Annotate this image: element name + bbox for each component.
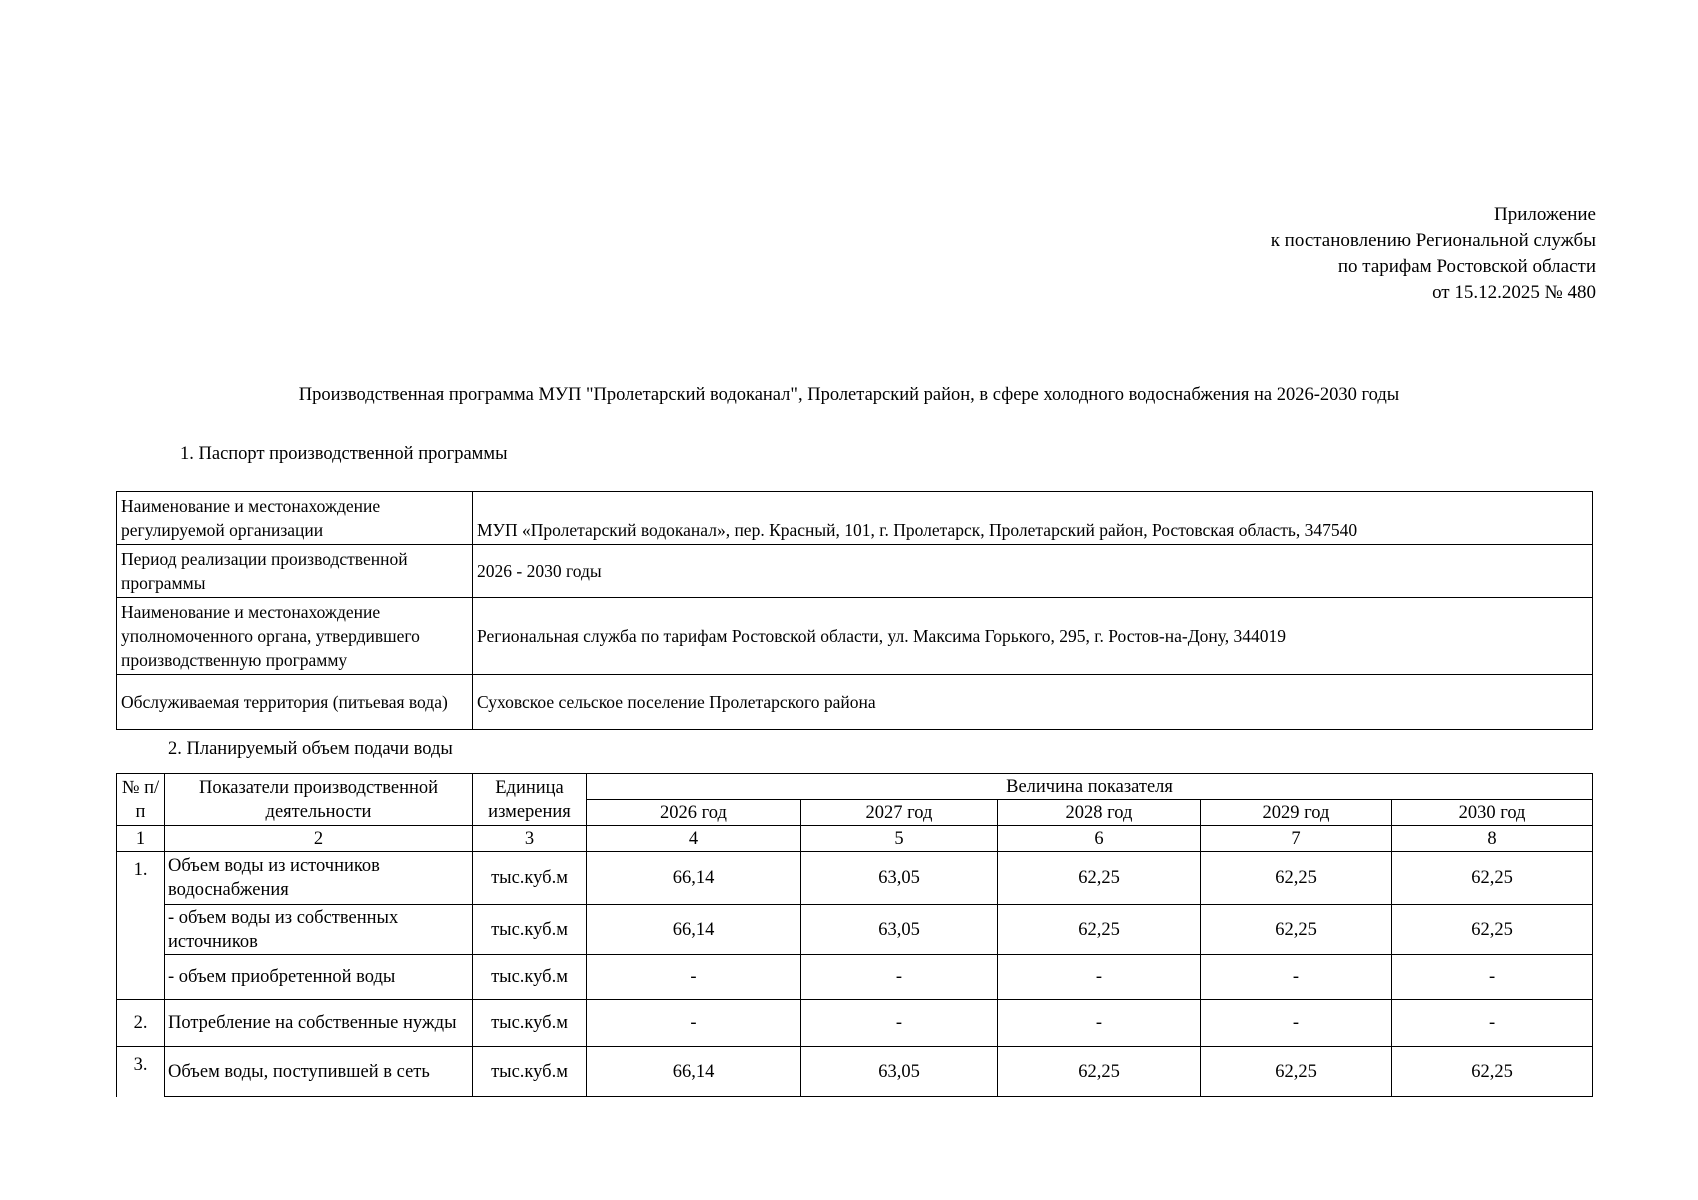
row-value: 66,14 <box>587 1047 801 1097</box>
row-value: 62,25 <box>998 852 1201 905</box>
row-value: 62,25 <box>1201 1047 1392 1097</box>
row-value: 62,25 <box>1201 852 1392 905</box>
header-year: 2030 год <box>1392 800 1593 826</box>
row-num: 3. <box>117 1047 165 1097</box>
column-number: 6 <box>998 826 1201 852</box>
table-row <box>117 905 1593 955</box>
table-row <box>117 852 1593 905</box>
passport-table <box>116 491 1593 730</box>
appendix-line-4: от 15.12.2025 № 480 <box>1432 282 1596 303</box>
header-indicator: Показатели производственной деятельности <box>165 774 473 826</box>
header-year: 2026 год <box>587 800 801 826</box>
passport-value: 2026 - 2030 годы <box>473 545 1593 598</box>
row-value: 62,25 <box>1201 905 1392 955</box>
header-year: 2027 год <box>801 800 998 826</box>
appendix-line-2: к постановлению Региональной службы <box>1270 230 1596 251</box>
row-value: 62,25 <box>998 905 1201 955</box>
row-unit: тыс.куб.м <box>473 852 587 905</box>
row-value: - <box>998 955 1201 1000</box>
row-value: 66,14 <box>587 905 801 955</box>
section-2-title: 2. Планируемый объем подачи воды <box>168 739 453 759</box>
row-value: 62,25 <box>1392 905 1593 955</box>
row-value: - <box>587 955 801 1000</box>
row-value: 63,05 <box>801 852 998 905</box>
passport-label: Период реализации производственной программы <box>117 545 473 598</box>
row-value: - <box>1392 955 1593 1000</box>
row-indicator: - объем воды из собственных источников <box>165 905 473 955</box>
table-row <box>117 675 1593 730</box>
column-number: 3 <box>473 826 587 852</box>
row-value: 63,05 <box>801 1047 998 1097</box>
column-number: 7 <box>1201 826 1392 852</box>
table-row <box>117 955 1593 1000</box>
column-number: 1 <box>117 826 165 852</box>
column-number: 2 <box>165 826 473 852</box>
header-value-group: Величина показателя <box>587 774 1593 800</box>
header-year: 2028 год <box>998 800 1201 826</box>
column-number: 4 <box>587 826 801 852</box>
passport-value: Региональная служба по тарифам Ростовской области, ул. Максима Горького, 295, г. Ростов-на-Дону, 344019 <box>473 598 1593 675</box>
passport-label: Наименование и местонахождение регулируемой организации <box>117 492 473 545</box>
row-value: - <box>1392 1000 1593 1047</box>
passport-label: Наименование и местонахождение уполномоченного органа, утвердившего производственную программу <box>117 598 473 675</box>
row-value: 62,25 <box>1392 1047 1593 1097</box>
row-unit: тыс.куб.м <box>473 1000 587 1047</box>
appendix-header <box>1271 202 1596 306</box>
header-num: № п/п <box>117 774 165 826</box>
passport-value: МУП «Пролетарский водоканал», пер. Красный, 101, г. Пролетарск, Пролетарский район, Ростовская область, 347540 <box>473 492 1593 545</box>
appendix-line-3: по тарифам Ростовской области <box>1337 256 1596 277</box>
table-row <box>117 545 1593 598</box>
table-row <box>117 492 1593 545</box>
column-number: 8 <box>1392 826 1593 852</box>
header-row <box>117 774 1593 800</box>
row-value: 62,25 <box>998 1047 1201 1097</box>
table-row <box>117 598 1593 675</box>
row-indicator: Потребление на собственные нужды <box>165 1000 473 1047</box>
column-number-row <box>117 826 1593 852</box>
row-value: 63,05 <box>801 905 998 955</box>
row-value: - <box>801 1000 998 1047</box>
row-value: - <box>587 1000 801 1047</box>
row-num: 2. <box>117 1000 165 1047</box>
appendix-line-1: Приложение <box>1494 204 1596 225</box>
row-num: 1. <box>117 852 165 1000</box>
row-value: - <box>1201 955 1392 1000</box>
row-unit: тыс.куб.м <box>473 955 587 1000</box>
table-row <box>117 1047 1593 1097</box>
document-title: Производственная программа МУП "Пролетарский водоканал", Пролетарский район, в сфере холодного водоснабжения на 2026-2030 годы <box>298 385 1400 405</box>
row-indicator: Объем воды, поступившей в сеть <box>165 1047 473 1097</box>
row-value: 62,25 <box>1392 852 1593 905</box>
passport-value: Суховское сельское поселение Пролетарского района <box>473 675 1593 730</box>
row-value: - <box>801 955 998 1000</box>
row-indicator: - объем приобретенной воды <box>165 955 473 1000</box>
row-unit: тыс.куб.м <box>473 905 587 955</box>
row-indicator: Объем воды из источников водоснабжения <box>165 852 473 905</box>
table-row <box>117 1000 1593 1047</box>
header-year: 2029 год <box>1201 800 1392 826</box>
column-number: 5 <box>801 826 998 852</box>
row-value: - <box>1201 1000 1392 1047</box>
section-1-title: 1. Паспорт производственной программы <box>180 444 508 464</box>
row-value: - <box>998 1000 1201 1047</box>
passport-label: Обслуживаемая территория (питьевая вода) <box>117 675 473 730</box>
water-volume-table <box>116 773 1593 1097</box>
row-value: 66,14 <box>587 852 801 905</box>
row-unit: тыс.куб.м <box>473 1047 587 1097</box>
header-unit: Единица измерения <box>473 774 587 826</box>
